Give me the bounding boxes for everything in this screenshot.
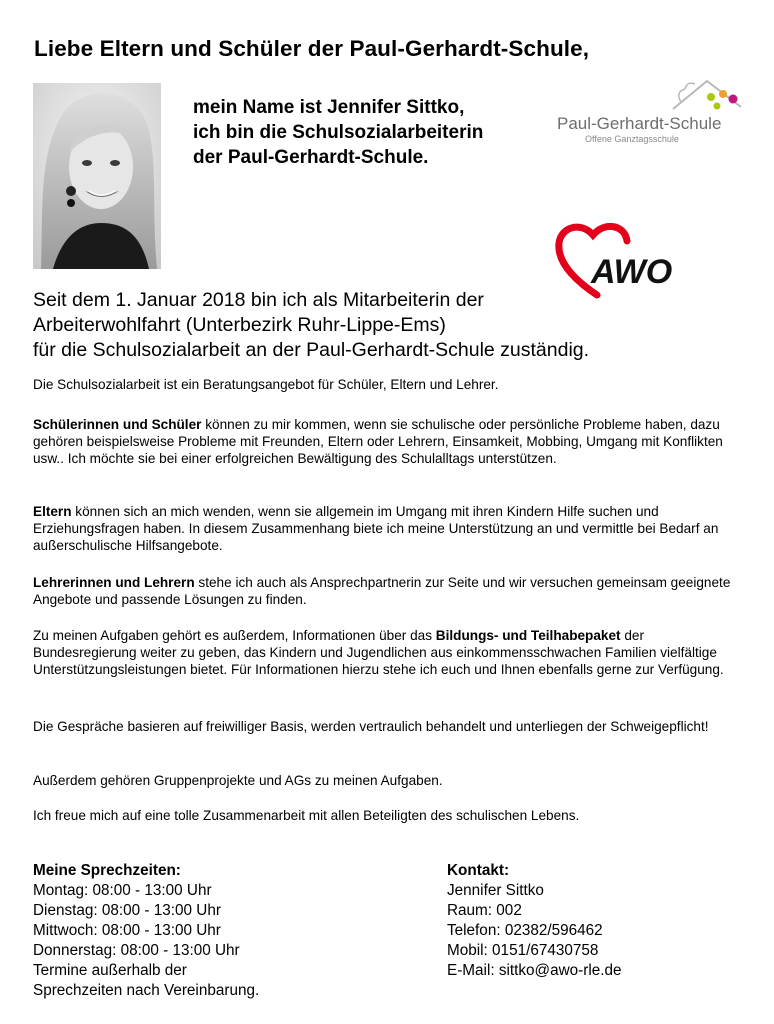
paragraph-text: der Bundesregierung weiter zu geben, das Kindern und Jugendlichen aus einkommensschwachen Familien vielfältige Unterstützungsleistungen bietet. Für Informationen hierzu stehe ich euch und Ihnen ebenfalls gerne zur Verfügung. [33, 628, 724, 678]
school-logo-subtitle: Offene Ganztagsschule [585, 134, 679, 144]
contact-room: Raum: 002 [447, 902, 522, 919]
bold-term: Lehrerinnen und Lehrern [33, 575, 195, 590]
office-hours-line: Sprechzeiten nach Vereinbarung. [33, 982, 260, 999]
office-hours [33, 861, 259, 1001]
paragraph-projects: Außerdem gehören Gruppenprojekte und AGs zu meinen Aufgaben. [33, 773, 443, 788]
intro-text [193, 95, 483, 170]
paragraph-closing: Ich freue mich auf eine tolle Zusammenarbeit mit allen Beteiligten des schulischen Lebens. [33, 808, 580, 823]
office-hours-title: Meine Sprechzeiten: [33, 862, 181, 879]
since-line: Arbeiterwohlfahrt (Unterbezirk Ruhr-Lippe-Ems) [33, 314, 446, 336]
intro-line: mein Name ist Jennifer Sittko, [193, 97, 465, 118]
contact-mobile: Mobil: 0151/67430758 [447, 942, 599, 959]
paragraph-students [33, 416, 733, 468]
paragraph-text: können sich an mich wenden, wenn sie allgemein im Umgang mit ihren Kindern Hilfe suchen und Erziehungsfragen haben. In diesem Zusammenhang biete ich meine Unterstützung an und vermittle bei Bedarf an außerschulische Hilfsangebote. [33, 504, 719, 554]
contact-email: E-Mail: sittko@awo-rle.de [447, 962, 622, 979]
since-line: Seit dem 1. Januar 2018 bin ich als Mitarbeiterin der [33, 289, 484, 311]
since-line: für die Schulsozialarbeit an der Paul-Gerhardt-Schule zuständig. [33, 339, 590, 361]
office-hours-line: Dienstag: 08:00 - 13:00 Uhr [33, 902, 221, 919]
portrait-photo [33, 83, 161, 269]
paragraph-teachers [33, 574, 733, 608]
paragraph-intro: Die Schulsozialarbeit ist ein Beratungsangebot für Schüler, Eltern und Lehrer. [33, 377, 499, 392]
awo-logo-text: AWO [591, 253, 673, 291]
office-hours-line: Donnerstag: 08:00 - 13:00 Uhr [33, 942, 240, 959]
bold-term: Bildungs- und Teilhabepaket [435, 628, 621, 643]
contact-phone: Telefon: 02382/596462 [447, 922, 603, 939]
paragraph-parents [33, 503, 733, 555]
contact-title: Kontakt: [447, 862, 510, 879]
office-hours-line: Montag: 08:00 - 13:00 Uhr [33, 882, 212, 899]
paragraph-text: Zu meinen Aufgaben gehört es außerdem, Informationen über das [33, 628, 436, 643]
page-heading: Liebe Eltern und Schüler der Paul-Gerhardt-Schule, [34, 36, 590, 61]
bold-term: Schülerinnen und Schüler [33, 417, 202, 432]
school-logo [555, 75, 745, 150]
paragraph-education-package [33, 627, 733, 679]
paragraph-text: stehe ich auch als Ansprechpartnerin zur Seite und wir versuchen gemeinsam geeignete Angebote und passende Lösungen zu finden. [33, 575, 731, 608]
contact-name: Jennifer Sittko [447, 882, 544, 899]
bold-term: Eltern [33, 504, 72, 519]
paragraph-text: können zu mir kommen, wenn sie schulische oder persönliche Probleme haben, dazu gehören beispielsweise Probleme mit Freunden, Eltern oder Lehrern, Einsamkeit, Mobbing, Umgang mit Konflikten usw.. Ich möchte sie bei einer erfolgreichen Bewältigung des Schulalltags unterstützen. [33, 417, 723, 467]
since-text [33, 288, 589, 363]
office-hours-line: Mittwoch: 08:00 - 13:00 Uhr [33, 922, 221, 939]
paragraph-confidentiality: Die Gespräche basieren auf freiwilliger Basis, werden vertraulich behandelt und unterliegen der Schweigepflicht! [33, 719, 709, 734]
contact-info [447, 861, 622, 981]
intro-line: ich bin die Schulsozialarbeiterin [193, 122, 484, 143]
office-hours-line: Termine außerhalb der [33, 962, 187, 979]
intro-line: der Paul-Gerhardt-Schule. [193, 147, 429, 168]
school-logo-name: Paul-Gerhardt-Schule [557, 114, 722, 133]
